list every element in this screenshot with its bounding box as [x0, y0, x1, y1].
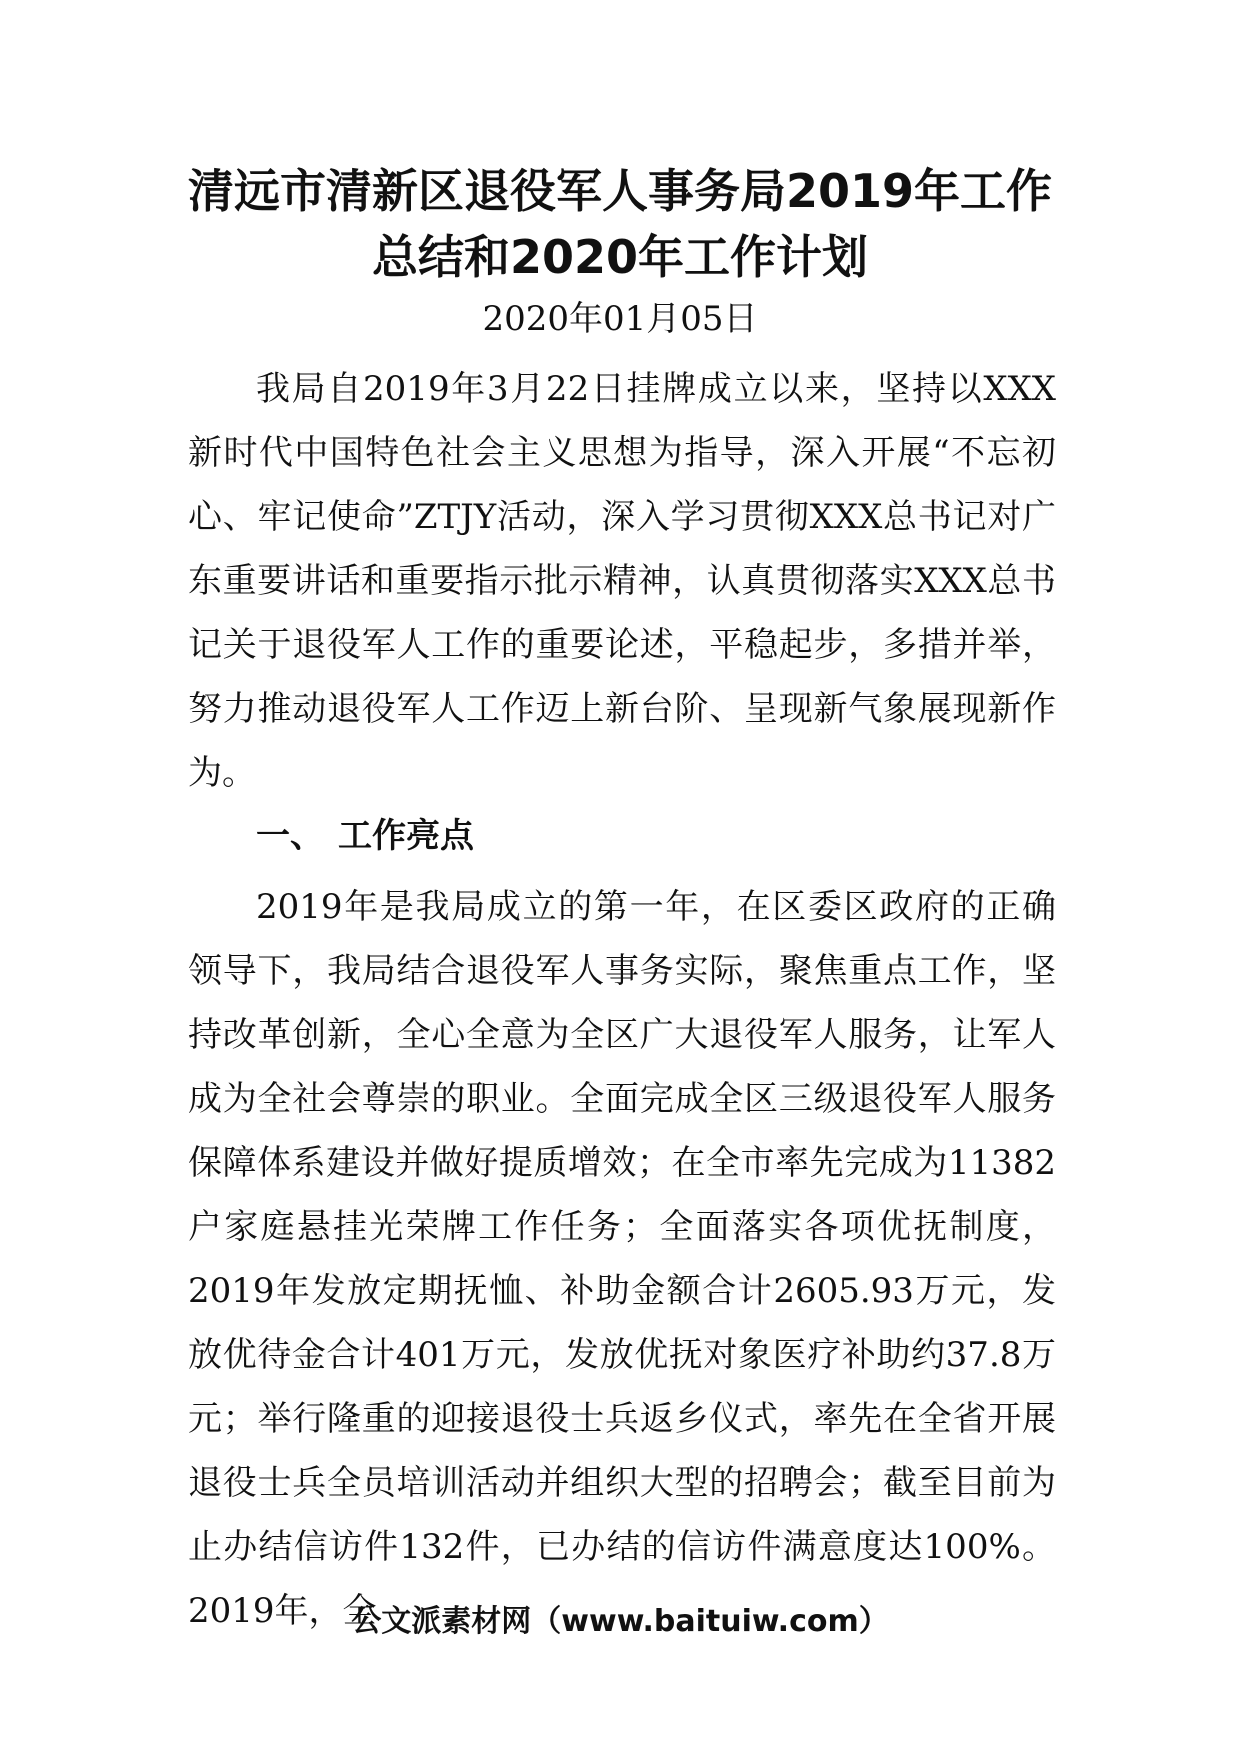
- section-heading: [256, 811, 474, 861]
- highlights-paragraph: 2019年是我局成立的第一年，在区委区政府的正确领导下，我局结合退役军人事务实际，聚焦重点工作，坚持改革创新，全心全意为全区广大退役军人服务，让军人成为全社会尊崇的职业。全面完成全区三级退役军人服务保障体系建设并做好提质增效；在全市率先完成为11382户家庭悬挂光荣牌工作任务；全面落实各项优抚制度，2019年发放定期抚恤、补助金额合计2605.93万元，发放优待金合计401万元，发放优抚对象医疗补助约37.8万元；举行隆重的迎接退役士兵返乡仪式，率先在全省开展退役士兵全员培训活动并组织大型的招聘会；截至目前为止办结信访件132件，已办结的信访件满意度达100%。2019年，全: [188, 887, 1056, 1631]
- title-line-1: 清远市清新区退役军人事务局2019年工作: [187, 164, 1053, 218]
- document-date: 2020年01月05日: [482, 299, 758, 339]
- footer-watermark: 公文派素材网（www.baituiw.com）: [351, 1604, 889, 1639]
- document-title: [150, 158, 1090, 290]
- intro-paragraph: 我局自2019年3月22日挂牌成立以来，坚持以XXX新时代中国特色社会主义思想为指导，深入开展“不忘初心、牢记使命”ZTJY活动，深入学习贯彻XXX总书记对广东重要讲话和重要指示批示精神，认真贯彻落实XXX总书记关于退役军人工作的重要论述，平稳起步，多措并举，努力推动退役军人工作迈上新台阶、呈现新气象展现新作为。: [188, 369, 1056, 793]
- section-number: 一、: [256, 816, 324, 856]
- section-title: 工作亮点: [338, 816, 474, 856]
- title-line-2: 总结和2020年工作计划: [371, 230, 869, 284]
